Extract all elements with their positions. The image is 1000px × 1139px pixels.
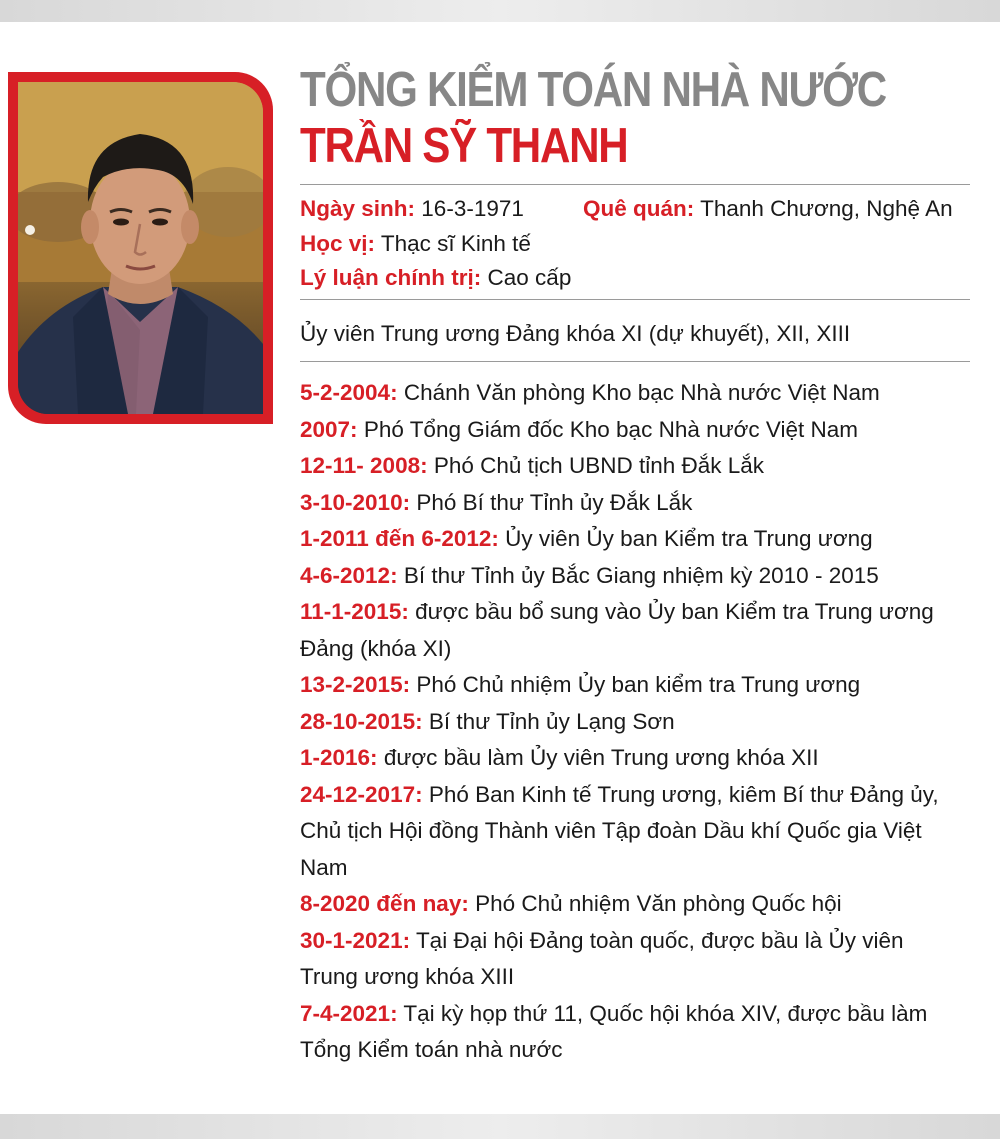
timeline-date: 2007: xyxy=(300,416,358,442)
politics-row xyxy=(300,260,571,296)
politics-label: Lý luận chính trị: xyxy=(300,265,482,290)
timeline-item xyxy=(300,485,950,522)
timeline-item xyxy=(300,448,950,485)
page-title-name: TRẦN SỸ THANH xyxy=(300,119,628,173)
hometown-label: Quê quán: xyxy=(583,196,695,221)
timeline-text: Tại kỳ họp thứ 11, Quốc hội khóa XIV, được bầu làm Tổng Kiểm toán nhà nước xyxy=(300,1000,928,1062)
timeline-text: Phó Bí thư Tỉnh ủy Đắk Lắk xyxy=(416,489,693,515)
career-timeline xyxy=(300,375,990,1069)
degree-value: Thạc sĩ Kinh tế xyxy=(380,231,531,256)
timeline-date: 1-2011 đến 6-2012: xyxy=(300,526,499,551)
timeline-date: 12-11- 2008: xyxy=(300,453,428,478)
timeline-text: Chánh Văn phòng Kho bạc Nhà nước Việt Nam xyxy=(403,380,880,405)
birth-label: Ngày sinh: xyxy=(300,196,416,221)
top-decor-bar xyxy=(0,0,1000,22)
timeline-text: được bầu làm Ủy viên Trung ương khóa XII xyxy=(383,745,819,770)
timeline-item xyxy=(300,558,950,595)
timeline-date: 7-4-2021: xyxy=(300,1000,398,1026)
timeline-date: 5-2-2004: xyxy=(300,380,398,405)
page-title-position: TỔNG KIỂM TOÁN NHÀ NƯỚC xyxy=(300,63,886,117)
divider xyxy=(300,299,970,300)
politics-value: Cao cấp xyxy=(487,265,572,290)
divider xyxy=(300,184,970,185)
timeline-date: 28-10-2015: xyxy=(300,708,423,734)
timeline-text: được bầu bổ sung vào Ủy ban Kiểm tra Trung ương Đảng (khóa XI) xyxy=(300,599,934,661)
divider xyxy=(300,361,970,362)
birth-row xyxy=(300,191,524,227)
bottom-decor-bar xyxy=(0,1114,1000,1139)
timeline-text: Phó Tổng Giám đốc Kho bạc Nhà nước Việt Nam xyxy=(363,416,859,442)
timeline-item xyxy=(300,886,950,923)
timeline-date: 3-10-2010: xyxy=(300,489,411,515)
timeline-text: Tại Đại hội Đảng toàn quốc, được bầu là Ủy viên Trung ương khóa XIII xyxy=(300,927,904,989)
timeline-item xyxy=(300,923,950,996)
timeline-item xyxy=(300,594,950,667)
timeline-date: 11-1-2015: xyxy=(300,599,409,624)
timeline-text: Phó Chủ nhiệm Văn phòng Quốc hội xyxy=(475,891,842,916)
timeline-text: Bí thư Tỉnh ủy Bắc Giang nhiệm kỳ 2010 - 2015 xyxy=(403,562,879,588)
timeline-text: Bí thư Tỉnh ủy Lạng Sơn xyxy=(428,708,675,734)
committee-text: Ủy viên Trung ương Đảng khóa XI (dự khuyết), XII, XIII xyxy=(300,321,851,346)
portrait-photo xyxy=(18,82,263,414)
timeline-date: 4-6-2012: xyxy=(300,562,398,588)
timeline-item xyxy=(300,412,950,449)
timeline-date: 30-1-2021: xyxy=(300,927,411,953)
hometown-row xyxy=(583,191,953,227)
timeline-text: Phó Ban Kinh tế Trung ương, kiêm Bí thư Đảng ủy, Chủ tịch Hội đồng Thành viên Tập đoàn Dầu khí Quốc gia Việt Nam xyxy=(300,781,939,880)
timeline-item xyxy=(300,375,950,412)
timeline-item xyxy=(300,704,950,741)
timeline-item xyxy=(300,996,950,1069)
hometown-value: Thanh Chương, Nghệ An xyxy=(700,196,953,221)
timeline-date: 8-2020 đến nay: xyxy=(300,891,469,916)
timeline-text: Phó Chủ tịch UBND tỉnh Đắk Lắk xyxy=(433,453,765,478)
timeline-text: Ủy viên Ủy ban Kiểm tra Trung ương xyxy=(505,526,873,551)
degree-row xyxy=(300,226,531,262)
timeline-item xyxy=(300,521,950,558)
degree-label: Học vị: xyxy=(300,231,376,256)
timeline-date: 1-2016: xyxy=(300,745,378,770)
portrait-frame xyxy=(8,72,273,424)
timeline-date: 13-2-2015: xyxy=(300,672,411,697)
timeline-item xyxy=(300,667,950,704)
timeline-item xyxy=(300,740,950,777)
birth-value: 16-3-1971 xyxy=(421,196,524,221)
timeline-item xyxy=(300,777,950,887)
timeline-text: Phó Chủ nhiệm Ủy ban kiểm tra Trung ương xyxy=(416,672,861,697)
timeline-date: 24-12-2017: xyxy=(300,781,423,807)
